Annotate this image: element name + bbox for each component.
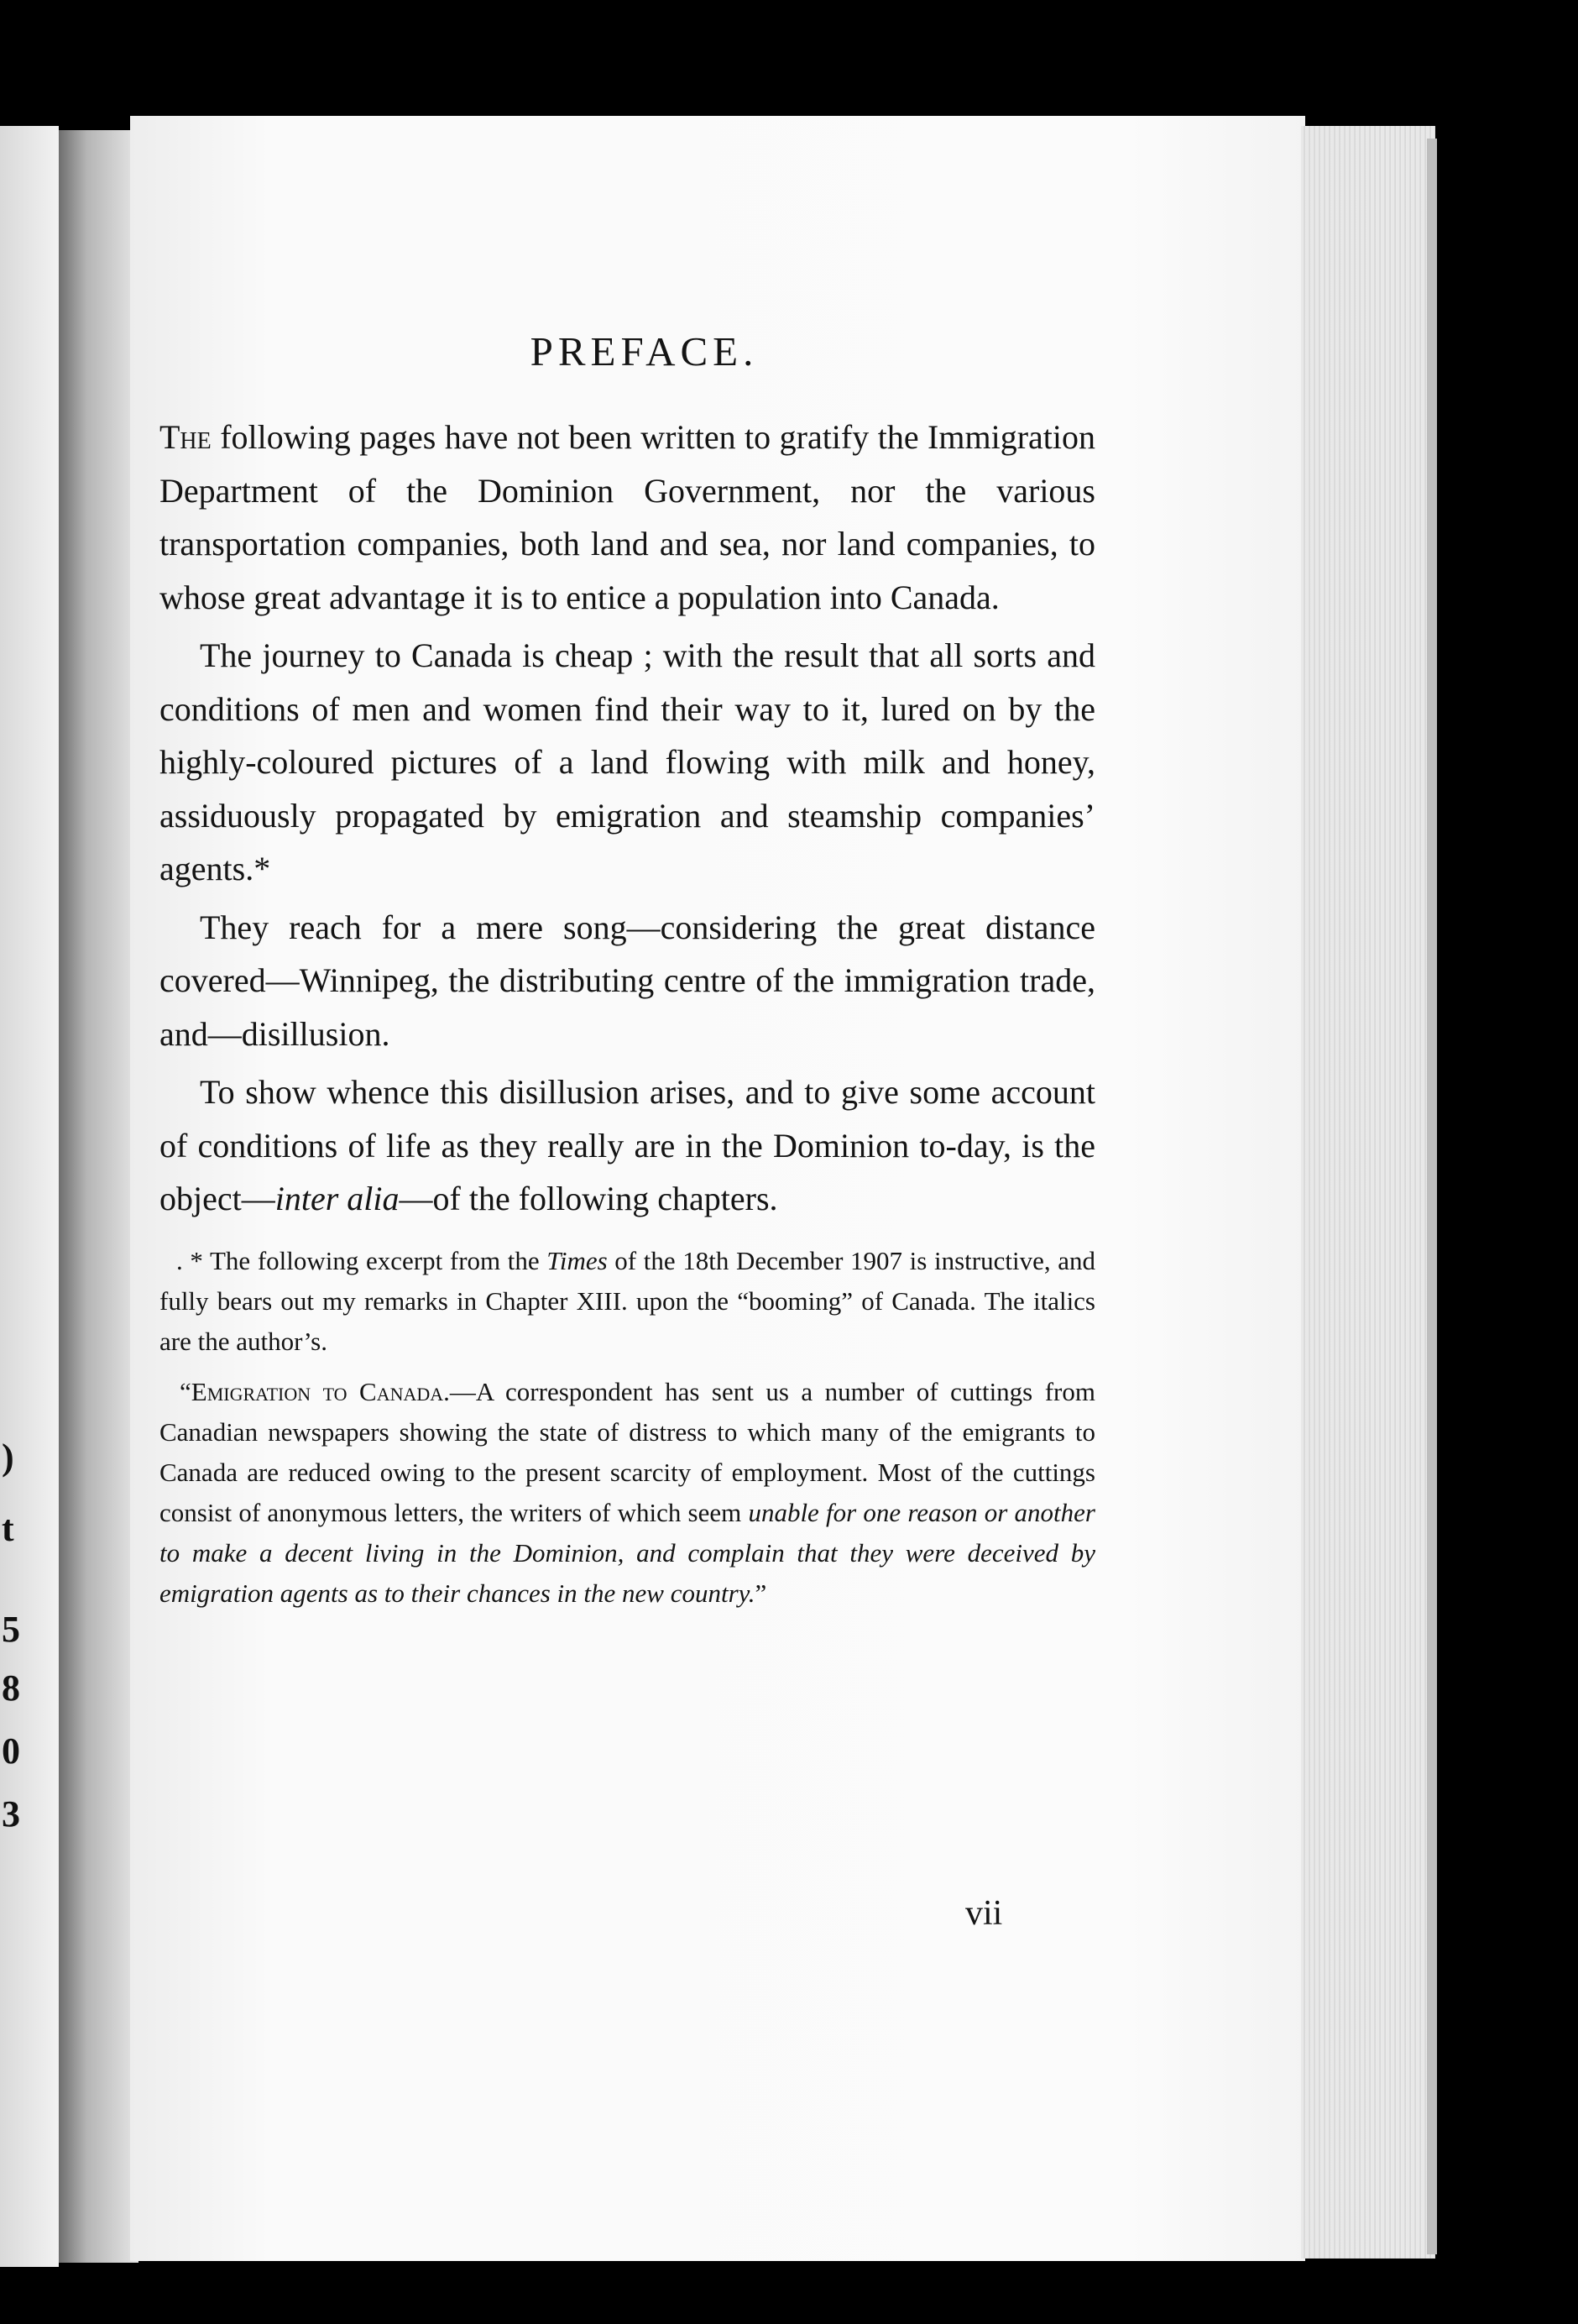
page-number: vii xyxy=(965,1894,1003,1933)
quote-open-mark: “ xyxy=(180,1376,191,1406)
quote-italic-text: unable for one reason or another to make a decent living in the Dominion, and complain that they were deceived by emigration agents as to their chances in the new country. xyxy=(159,1497,1095,1608)
quote-close-mark: ” xyxy=(755,1578,767,1608)
margin-char: 0 xyxy=(2,1730,20,1772)
footnote-marker: . * xyxy=(176,1245,210,1275)
paragraph-text: following pages have not been written to gratify the Immigration Department of the Dominion Government, nor the various transportation companies, both land and sea, nor land companies, to whose great advantage it is to entice a population into Canada. xyxy=(159,418,1095,616)
paragraph-3: They reach for a mere song—considering the great distance covered—Winnipeg, the distributing centre of the immigration trade, and—disillusion. xyxy=(159,908,1095,1053)
footnote-text: The following excerpt from the xyxy=(209,1245,547,1275)
paragraph-text: To show whence this disillusion arises, and to give some account of conditions of life as they really are in the Dominion to-day, is the object— xyxy=(159,1073,1095,1217)
margin-char: t xyxy=(2,1508,14,1549)
margin-char: 5 xyxy=(2,1609,20,1650)
paragraph-1 xyxy=(159,411,1095,624)
page-stack-edge xyxy=(1301,126,1435,2259)
paragraph-text: —of the following chapters. xyxy=(399,1180,778,1217)
margin-char: 3 xyxy=(2,1793,20,1835)
paragraph-lead-word: The xyxy=(159,418,212,456)
paragraph-2: The journey to Canada is cheap ; with the result that all sorts and conditions of men and women find their way to it, lured on by the highly-coloured pictures of a land flowing with milk and honey, assiduously propagated by emigration and steamship companies’ agents.* xyxy=(159,636,1095,887)
footnote-text: of the 18th December 1907 is instructive, and fully bears out my remarks in Chapter XIII. upon the “booming” of Canada. The italics are the author’s. xyxy=(159,1245,1096,1356)
footnote-italic-title: Times xyxy=(546,1245,608,1275)
paragraph-4 xyxy=(159,1065,1095,1226)
left-page-margin-characters xyxy=(0,126,59,2267)
margin-char: ) xyxy=(2,1437,14,1478)
italic-phrase: inter alia xyxy=(274,1180,400,1217)
book-gutter-shadow xyxy=(59,130,138,2263)
footnote xyxy=(159,1241,1095,1362)
quote-text: —A correspondent has sent us a number of cuttings from Canadian newspapers showing the state of distress to which many of the emigrants to Canada are reduced owing to the present scarcity of employment. Most of the cuttings consist of anonymous letters, the writers of which seem xyxy=(159,1376,1095,1527)
margin-char: 8 xyxy=(2,1667,20,1709)
page-title: PREFACE. xyxy=(530,328,759,374)
footnote-quotation xyxy=(159,1372,1095,1614)
left-page-edge xyxy=(0,126,59,2267)
quote-heading: Emigration to Canada. xyxy=(191,1376,450,1406)
page-stack-shadow xyxy=(1427,139,1437,2254)
page-text-block xyxy=(159,327,1095,1614)
